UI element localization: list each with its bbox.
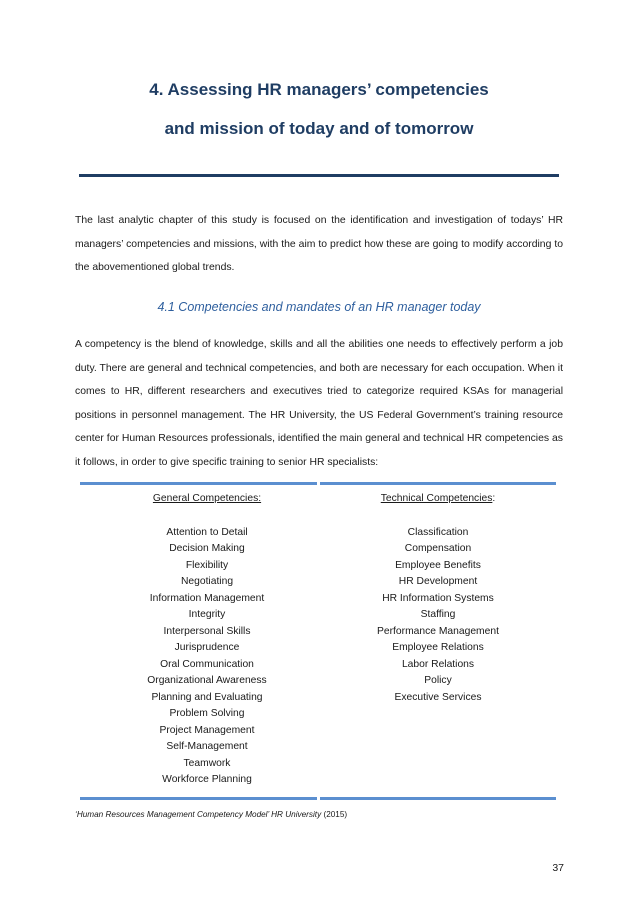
technical-header-colon: : [492,493,496,504]
list-item: Employee Relations [392,642,484,653]
table-top-rule-left [80,482,317,485]
list-item: Flexibility [185,559,229,571]
table-bottom-rule-left [80,797,317,800]
list-item: Negotiating [180,576,234,587]
chapter-title-line-2: and mission of today and of tomorrow [164,119,474,138]
table-bottom-rule-right [320,797,556,800]
list-item: Jurisprudence [174,642,240,653]
source-year: (2015) [321,810,348,819]
list-item: Integrity [188,609,226,620]
general-competencies-column [80,491,334,789]
list-item: Workforce Planning [162,774,252,785]
technical-competencies-column [320,491,556,706]
list-item: Planning and Evaluating [151,691,263,703]
list-item: Attention to Detail [166,526,248,538]
list-item: Problem Solving [169,708,245,719]
list-item: Labor Relations [401,658,475,670]
list-item: Employee Benefits [395,559,481,571]
list-item: Executive Services [394,691,482,703]
section-paragraph: A competency is the blend of knowledge, skills and all the abilities one needs to effectively perform a job duty. There are general and technical competencies, and both are necessary for each occupation. When it comes to HR, different researchers and executives tried to categorize required KSAs for managerial positions in personnel management. The HR University, the US Federal Government’s training resource center for Human Resources professionals, identified the main general and technical HR competencies as it follows, in order to give specific training to senior HR specialists: [75,339,563,468]
chapter-title-line-1: 4. Assessing HR managers’ competencies [149,80,489,99]
table-source-caption [75,810,347,819]
technical-competencies-header-row [320,491,556,508]
list-item: Project Management [159,724,255,736]
list-item: Interpersonal Skills [163,625,251,637]
list-item: Teamwork [183,757,231,769]
table-top-rule-right [320,482,556,485]
list-item: HR Information Systems [382,592,494,604]
list-item: Performance Management [377,625,499,637]
technical-competencies-header: Technical Competencies [380,493,493,504]
list-item: Information Management [149,592,265,604]
list-item: Classification [407,526,469,538]
section-title: 4.1 Competencies and mandates of an HR manager today [157,300,481,314]
list-item: HR Development [398,576,478,587]
list-item: Self-Management [166,741,248,752]
list-item: Organizational Awareness [147,675,267,686]
general-competencies-list [80,525,334,789]
technical-competencies-list [320,525,556,707]
source-title: ‘Human Resources Management Competency Model’ HR University [75,810,322,819]
title-divider [79,174,559,177]
list-item: Policy [424,675,452,686]
list-item: Decision Making [169,543,245,554]
page-number: 37 [552,862,564,874]
intro-paragraph: The last analytic chapter of this study is focused on the identification and investigation of todays’ HR managers’ competencies and missions, with the aim to predict how these are going to modify according to the abovementioned global trends. [75,215,563,273]
list-item: Compensation [404,543,472,554]
general-competencies-header: General Competencies: [152,493,262,504]
list-item: Oral Communication [160,658,254,670]
list-item: Staffing [420,609,456,620]
